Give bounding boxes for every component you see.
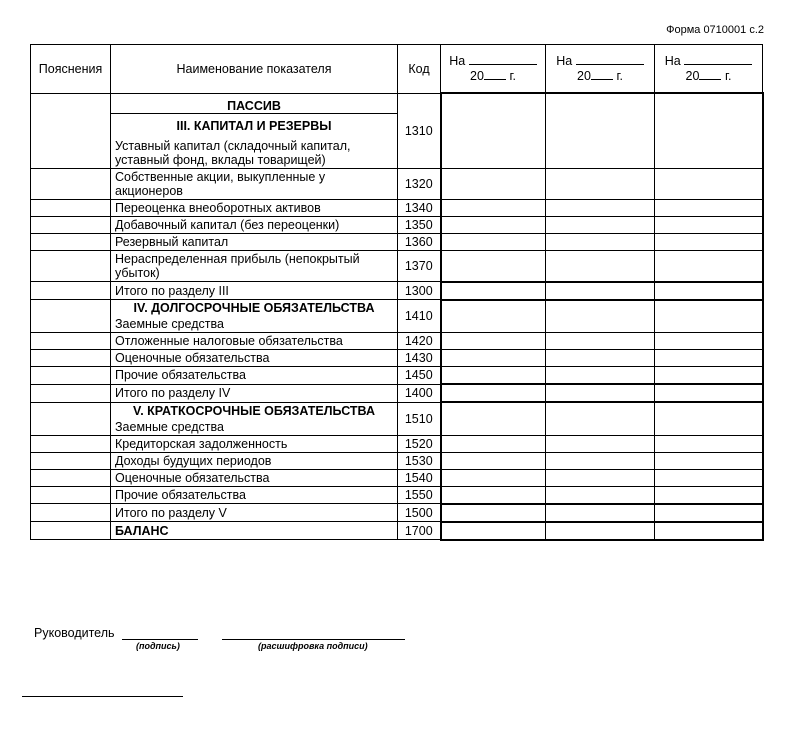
value-cell[interactable]: [441, 486, 546, 504]
value-cell[interactable]: [655, 333, 763, 350]
value-cell[interactable]: [655, 367, 763, 385]
notes-cell[interactable]: [31, 93, 111, 168]
row-code: 1530: [398, 452, 441, 469]
row-name: Отложенные налоговые обязательства: [111, 333, 398, 350]
notes-cell[interactable]: [31, 469, 111, 486]
table-row: [31, 233, 763, 250]
value-cell[interactable]: [546, 367, 655, 385]
notes-cell[interactable]: [31, 384, 111, 402]
period-year-blank[interactable]: [484, 69, 506, 80]
value-cell[interactable]: [546, 504, 655, 522]
notes-cell[interactable]: [31, 486, 111, 504]
value-cell[interactable]: [546, 452, 655, 469]
row-code: 1420: [398, 333, 441, 350]
value-cell[interactable]: [655, 486, 763, 504]
value-cell[interactable]: [441, 435, 546, 452]
value-cell[interactable]: [441, 199, 546, 216]
notes-cell[interactable]: [31, 168, 111, 199]
row-code: 1540: [398, 469, 441, 486]
value-cell[interactable]: [655, 168, 763, 199]
row-code: 1520: [398, 435, 441, 452]
value-cell[interactable]: [441, 367, 546, 385]
value-cell[interactable]: [546, 250, 655, 282]
row-code: 1430: [398, 350, 441, 367]
section-heading-IV: IV. ДОЛГОСРОЧНЫЕ ОБЯЗАТЕЛЬСТВА: [111, 300, 398, 317]
row-name: Резервный капитал: [111, 233, 398, 250]
value-cell[interactable]: [655, 250, 763, 282]
value-cell[interactable]: [546, 402, 655, 435]
value-cell[interactable]: [655, 452, 763, 469]
row-code: 1320: [398, 168, 441, 199]
row-name: БАЛАНС: [111, 522, 398, 540]
row-code: 1450: [398, 367, 441, 385]
row-name: Нераспределенная прибыль (непокрытый убыток): [111, 250, 398, 282]
form-id: Форма 0710001 с.2: [666, 24, 764, 36]
row-name: Итого по разделу III: [111, 282, 398, 300]
value-cell[interactable]: [441, 250, 546, 282]
value-cell[interactable]: [655, 300, 763, 333]
notes-cell[interactable]: [31, 402, 111, 435]
table-row: [31, 168, 763, 199]
value-cell[interactable]: [441, 504, 546, 522]
row-name: Итого по разделу V: [111, 504, 398, 522]
notes-cell[interactable]: [31, 300, 111, 333]
section-heading-III: III. КАПИТАЛ И РЕЗЕРВЫ: [111, 113, 398, 138]
value-cell[interactable]: [546, 199, 655, 216]
value-cell[interactable]: [655, 402, 763, 435]
value-cell[interactable]: [655, 435, 763, 452]
value-cell[interactable]: [546, 216, 655, 233]
table-row: [31, 250, 763, 282]
value-cell[interactable]: [546, 469, 655, 486]
row-code: 1340: [398, 199, 441, 216]
row-code: 1400: [398, 384, 441, 402]
value-cell[interactable]: [546, 282, 655, 300]
value-cell[interactable]: [655, 199, 763, 216]
period-year-prefix: 20: [470, 68, 484, 83]
row-name: Добавочный капитал (без переоценки): [111, 216, 398, 233]
table-row: [31, 435, 763, 452]
row-name: Оценочные обязательства: [111, 350, 398, 367]
section-heading-V: V. КРАТКОСРОЧНЫЕ ОБЯЗАТЕЛЬСТВА: [111, 402, 398, 419]
header-period-1: [441, 45, 546, 94]
row-code: 1700: [398, 522, 441, 540]
table-row: [31, 469, 763, 486]
period-date-blank[interactable]: [469, 54, 537, 65]
value-cell[interactable]: [546, 384, 655, 402]
row-code: 1350: [398, 216, 441, 233]
value-cell[interactable]: [546, 486, 655, 504]
value-cell[interactable]: [441, 469, 546, 486]
value-cell[interactable]: [441, 384, 546, 402]
value-cell[interactable]: [441, 300, 546, 333]
value-cell[interactable]: [655, 233, 763, 250]
notes-cell[interactable]: [31, 333, 111, 350]
row-name: Итого по разделу IV: [111, 384, 398, 402]
table-header-row: [31, 45, 763, 94]
header-period-3: [655, 45, 763, 94]
value-cell[interactable]: [441, 216, 546, 233]
value-cell[interactable]: [655, 216, 763, 233]
row-code: 1410: [398, 300, 441, 333]
row-code: 1370: [398, 250, 441, 282]
period-year-suffix: г.: [724, 68, 732, 83]
notes-cell[interactable]: [31, 233, 111, 250]
table-row: [31, 300, 763, 317]
table-row: [31, 522, 763, 540]
header-period-2: [546, 45, 655, 94]
value-cell[interactable]: [546, 93, 655, 168]
period-year-suffix: г.: [509, 68, 516, 83]
signature-field[interactable]: [122, 627, 198, 640]
notes-cell[interactable]: [31, 452, 111, 469]
value-cell[interactable]: [441, 350, 546, 367]
table-row: [31, 402, 763, 419]
value-cell[interactable]: [546, 168, 655, 199]
value-cell[interactable]: [546, 300, 655, 333]
row-name: Оценочные обязательства: [111, 469, 398, 486]
value-cell[interactable]: [546, 435, 655, 452]
row-code: 1550: [398, 486, 441, 504]
value-cell[interactable]: [441, 333, 546, 350]
row-code: 1300: [398, 282, 441, 300]
table-row: [31, 216, 763, 233]
table-row: [31, 384, 763, 402]
table-row: [31, 452, 763, 469]
period-prefix: На: [449, 53, 466, 68]
value-cell[interactable]: [546, 522, 655, 540]
row-name: Уставный капитал (складочный капитал, уставный фонд, вклады товарищей): [111, 138, 398, 169]
value-cell[interactable]: [655, 93, 763, 168]
notes-cell[interactable]: [31, 250, 111, 282]
period-year-blank[interactable]: [699, 69, 721, 80]
value-cell[interactable]: [655, 469, 763, 486]
notes-cell[interactable]: [31, 199, 111, 216]
value-cell[interactable]: [441, 168, 546, 199]
header-code: Код: [398, 45, 441, 94]
row-code: 1500: [398, 504, 441, 522]
period-year-prefix: 20: [577, 68, 591, 83]
date-line[interactable]: [22, 686, 183, 697]
value-cell[interactable]: [655, 504, 763, 522]
header-indicator-name: Наименование показателя: [111, 45, 398, 94]
period-date-blank[interactable]: [576, 54, 644, 65]
value-cell[interactable]: [546, 333, 655, 350]
row-code: 1310: [398, 93, 441, 168]
period-date-blank[interactable]: [684, 54, 752, 65]
value-cell[interactable]: [655, 282, 763, 300]
period-prefix: На: [664, 53, 681, 68]
notes-cell[interactable]: [31, 504, 111, 522]
table-row: [31, 367, 763, 385]
value-cell[interactable]: [655, 522, 763, 540]
period-prefix: На: [556, 53, 573, 68]
value-cell[interactable]: [441, 93, 546, 168]
table-row: [31, 350, 763, 367]
row-name: Собственные акции, выкупленные у акционеров: [111, 168, 398, 199]
table-row: [31, 199, 763, 216]
notes-cell[interactable]: [31, 522, 111, 540]
table-row: [31, 504, 763, 522]
signature-decoding-field[interactable]: [222, 627, 405, 640]
value-cell[interactable]: [546, 350, 655, 367]
notes-cell[interactable]: [31, 435, 111, 452]
signature-label: Руководитель: [34, 626, 115, 640]
row-name: Доходы будущих периодов: [111, 452, 398, 469]
notes-cell[interactable]: [31, 350, 111, 367]
value-cell[interactable]: [441, 452, 546, 469]
value-cell[interactable]: [655, 350, 763, 367]
header-notes: Пояснения: [31, 45, 111, 94]
notes-cell[interactable]: [31, 216, 111, 233]
value-cell[interactable]: [546, 233, 655, 250]
row-name: Заемные средства: [111, 316, 398, 333]
row-name: Заемные средства: [111, 419, 398, 436]
period-year-blank[interactable]: [591, 69, 613, 80]
value-cell[interactable]: [655, 384, 763, 402]
signature-hint: (подпись): [136, 641, 180, 651]
balance-liabilities-table: [30, 44, 764, 541]
table-row: [31, 333, 763, 350]
pass-title: ПАССИВ: [111, 93, 398, 113]
table-row: [31, 282, 763, 300]
notes-cell[interactable]: [31, 367, 111, 385]
row-code: 1510: [398, 402, 441, 435]
signature-decoding-hint: (расшифровка подписи): [258, 641, 368, 651]
row-name: Переоценка внеоборотных активов: [111, 199, 398, 216]
value-cell[interactable]: [441, 402, 546, 435]
row-name: Кредиторская задолженность: [111, 435, 398, 452]
value-cell[interactable]: [441, 233, 546, 250]
table-row: [31, 486, 763, 504]
row-name: Прочие обязательства: [111, 486, 398, 504]
period-year-prefix: 20: [685, 68, 700, 83]
value-cell[interactable]: [441, 522, 546, 540]
notes-cell[interactable]: [31, 282, 111, 300]
table-row: [31, 93, 763, 113]
value-cell[interactable]: [441, 282, 546, 300]
period-year-suffix: г.: [616, 68, 623, 83]
row-name: Прочие обязательства: [111, 367, 398, 385]
row-code: 1360: [398, 233, 441, 250]
